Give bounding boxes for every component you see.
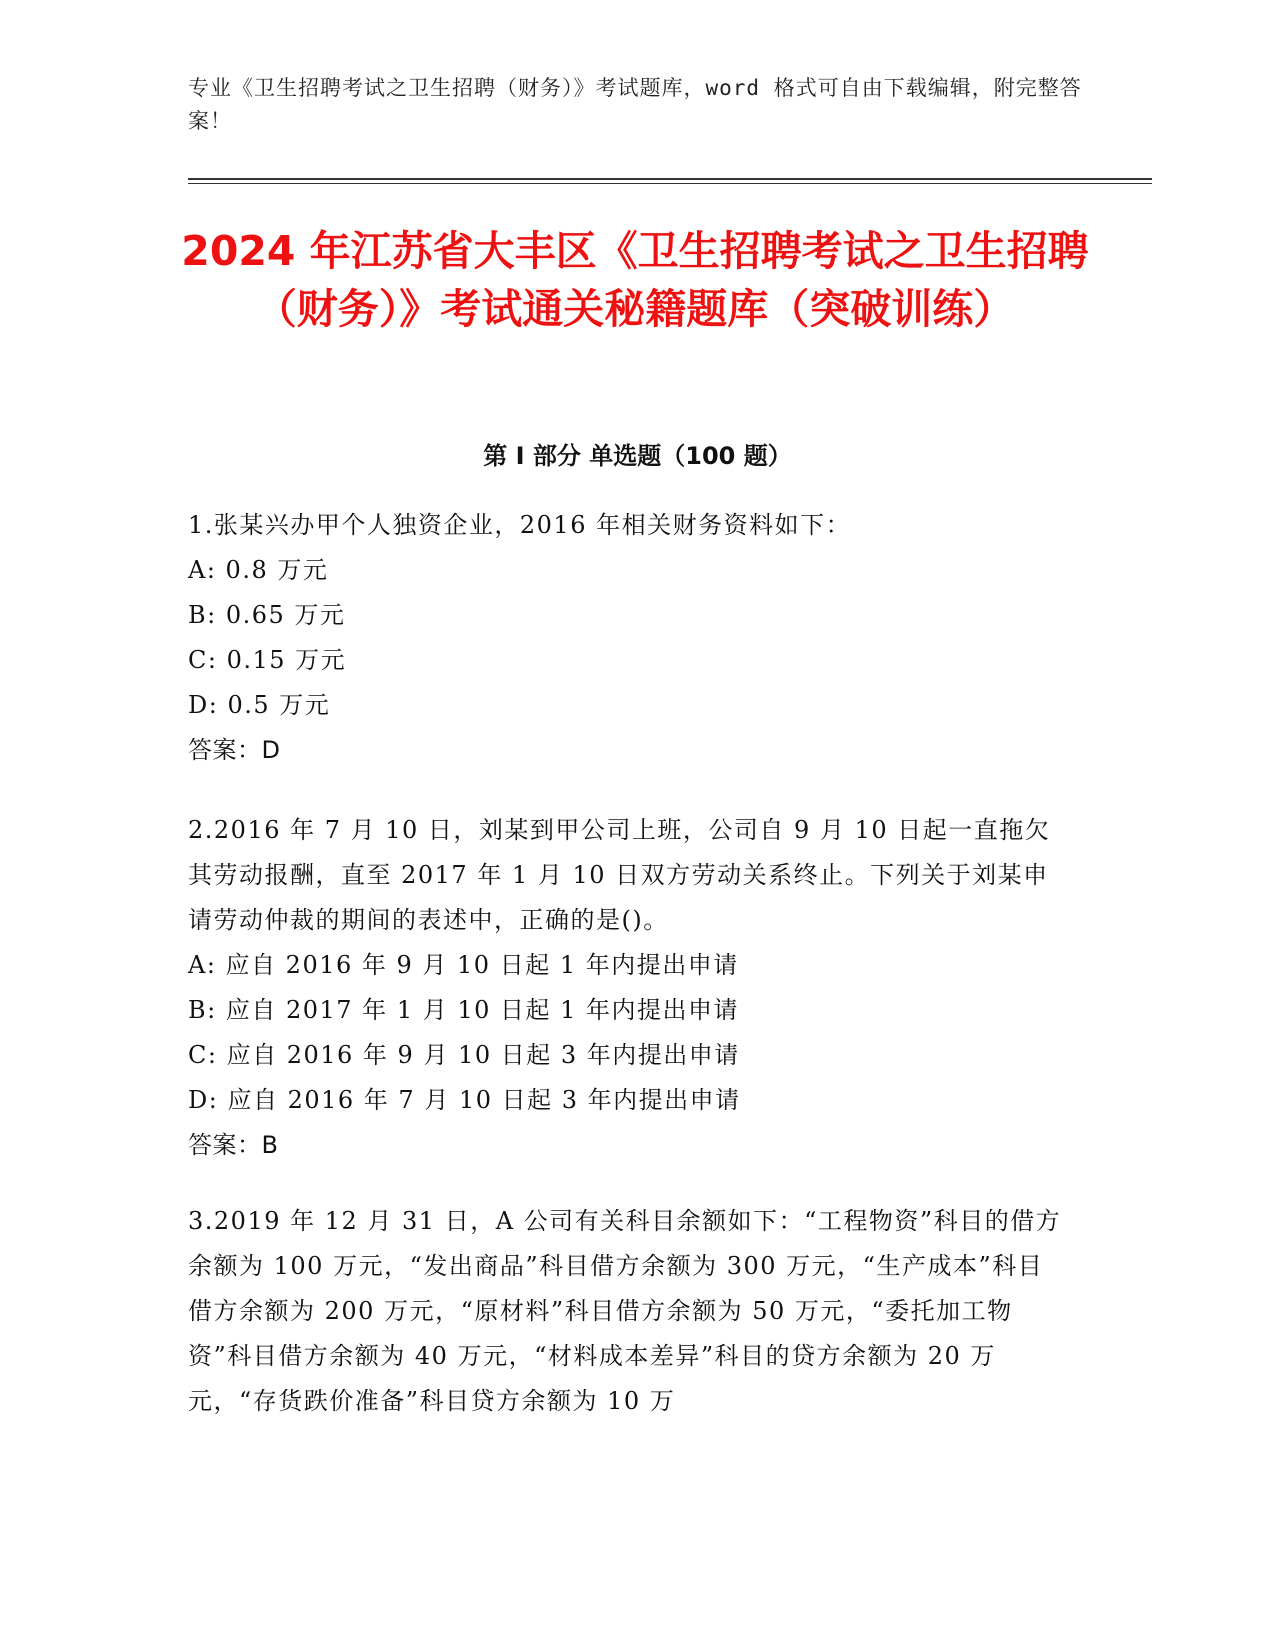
answer-label: 答案：: [188, 1131, 262, 1159]
option-a: A: 0.8 万元: [188, 556, 329, 584]
header-divider: [188, 178, 1152, 180]
option-d: D: 应自 2016 年 7 月 10 日起 3 年内提出申请: [188, 1086, 741, 1114]
option-b: B: 0.65 万元: [188, 601, 346, 629]
header-divider-thin: [188, 183, 1152, 184]
answer-line: [188, 728, 1068, 773]
section-heading: 第 I 部分 单选题（100 题）: [483, 442, 792, 470]
question-stem: 2.2016 年 7 月 10 日，刘某到甲公司上班，公司自 9 月 10 日起一直拖欠其劳动报酬，直至 2017 年 1 月 10 日双方劳动关系终止。下列关于刘某申请劳动仲裁的期间的表述中，正确的是()。: [188, 816, 1051, 934]
option-c: C: 应自 2016 年 9 月 10 日起 3 年内提出申请: [188, 1041, 740, 1069]
answer-value: B: [261, 1131, 279, 1159]
header-note: 专业《卫生招聘考试之卫生招聘（财务）》考试题库，word 格式可自由下载编辑，附完整答案！: [188, 76, 1082, 133]
option-c: C: 0.15 万元: [188, 646, 347, 674]
document-title: 2024 年江苏省大丰区《卫生招聘考试之卫生招聘（财务）》考试通关秘籍题库（突破训练）: [181, 227, 1089, 333]
option-b: B: 应自 2017 年 1 月 10 日起 1 年内提出申请: [188, 996, 740, 1024]
answer-label: 答案：: [188, 736, 262, 764]
question-stem: 1.张某兴办甲个人独资企业，2016 年相关财务资料如下：: [188, 511, 852, 539]
answer-line: [188, 1123, 1068, 1168]
question-2: [188, 808, 1068, 1168]
question-stem: 3.2019 年 12 月 31 日，A 公司有关科目余额如下：“工程物资”科目的借方余额为 100 万元，“发出商品”科目借方余额为 300 万元，“生产成本”科目借方余额为 200 万元，“原材料”科目借方余额为 50 万元，“委托加工物资”科目借方余额为 40 万元，“材料成本差异”科目的贷方余额为 20 万元，“存货跌价准备”科目贷方余额为 10 万: [188, 1207, 1062, 1415]
question-3: [188, 1199, 1068, 1424]
question-1: [188, 503, 1068, 773]
option-d: D: 0.5 万元: [188, 691, 331, 719]
option-a: A: 应自 2016 年 9 月 10 日起 1 年内提出申请: [188, 951, 739, 979]
answer-value: D: [261, 736, 281, 764]
